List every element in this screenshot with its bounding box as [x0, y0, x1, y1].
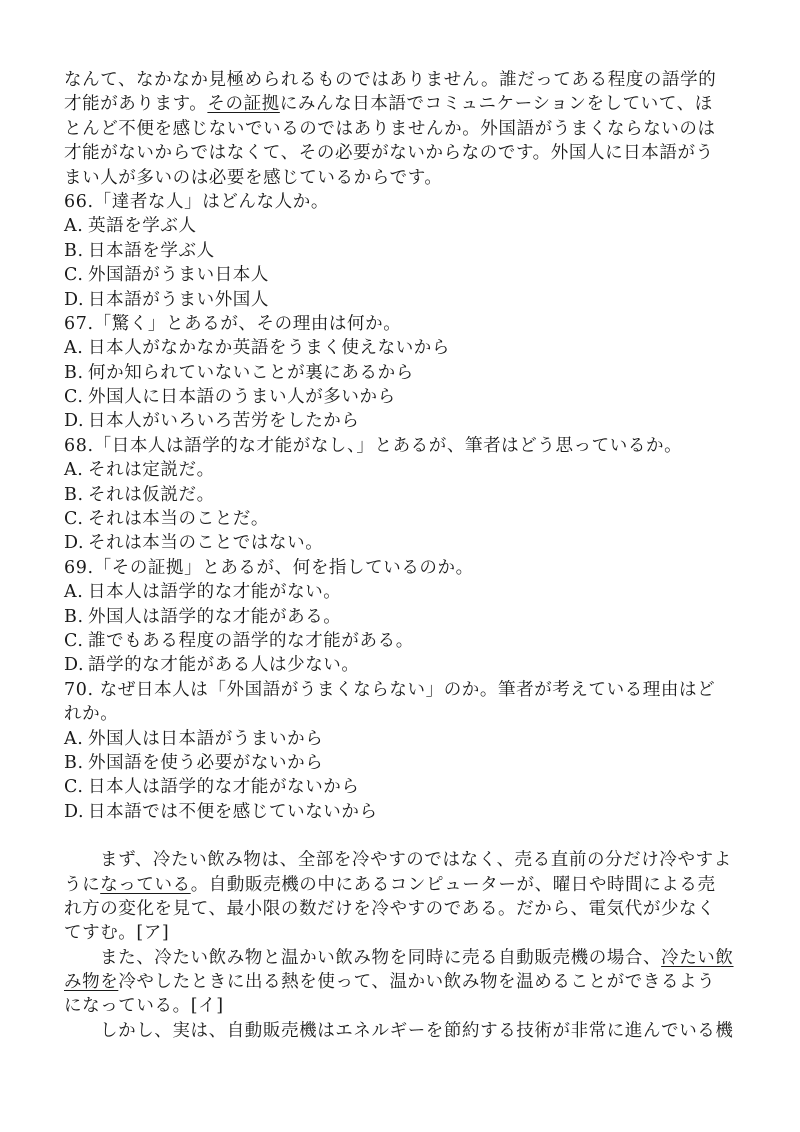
text-segment: しかし、実は、自動販売機はエネルギーを節約する技術が非常に進んでいる機	[100, 1020, 734, 1041]
option-letter: A.	[64, 338, 84, 359]
option-letter: B.	[64, 362, 84, 383]
question-block	[64, 434, 740, 556]
answer-option[interactable]	[64, 214, 740, 238]
answer-option[interactable]	[64, 775, 740, 799]
passage-line	[64, 848, 740, 872]
answer-option[interactable]	[64, 580, 740, 604]
answer-option[interactable]	[64, 409, 740, 433]
answer-option[interactable]	[64, 507, 740, 531]
paragraph	[64, 946, 740, 1019]
text-segment: まい人が多いのは必要を感じているからです。	[64, 167, 443, 188]
underlined-phrase: み物を	[64, 972, 119, 993]
option-letter: D.	[64, 801, 85, 822]
question-stem: 66.「達者な人」はどんな人か。	[64, 191, 329, 212]
text-segment: 才能があります。	[64, 94, 208, 115]
text-segment: 冷やしたときに出る熱を使って、温かい飲み物を温めることができるよう	[118, 972, 716, 993]
answer-option[interactable]	[64, 385, 740, 409]
passage-line	[64, 946, 740, 970]
question-block	[64, 190, 740, 312]
option-text: 英語を学ぶ人	[88, 216, 197, 237]
passage-line	[64, 970, 740, 994]
text-segment: なんて、なかなか見極められるものではありません。誰だってある程度の語学的	[64, 70, 717, 90]
underlined-phrase: 冷たい飲	[661, 947, 734, 968]
option-text: 日本語では不便を感じていないから	[88, 801, 378, 822]
option-text: 外国人は語学的な才能がある。	[88, 606, 342, 627]
text-segment: てすむ。[ア]	[64, 923, 170, 944]
option-letter: B.	[64, 752, 84, 773]
passage-line	[64, 1019, 740, 1043]
option-text: 語学的な才能がある人は少ない。	[88, 655, 360, 676]
text-segment: れ方の変化を見て、最小限の数だけを冷やすのである。だから、電気代が少なく	[64, 898, 716, 919]
answer-option[interactable]	[64, 629, 740, 653]
reading-passage-2	[64, 848, 740, 1043]
option-letter: D.	[64, 289, 85, 310]
option-text: 外国語がうまい日本人	[88, 265, 269, 286]
option-letter: A.	[64, 216, 84, 237]
text-segment: になっている。[イ]	[64, 996, 224, 1017]
answer-option[interactable]	[64, 483, 740, 507]
answer-option[interactable]	[64, 751, 740, 775]
option-letter: D.	[64, 411, 85, 432]
answer-option[interactable]	[64, 531, 740, 555]
text-segment: とんど不便を感じないでいるのではありませんか。外国語がうまくならないのは	[64, 118, 716, 139]
passage-line	[64, 117, 740, 141]
option-letter: C.	[64, 509, 84, 530]
option-text: 日本人がなかなか英語をうまく使えないから	[88, 338, 450, 359]
question-stem: 69.「その証拠」とあるが、何を指しているのか。	[64, 557, 474, 578]
question-list	[64, 190, 740, 824]
passage-line	[64, 897, 740, 921]
option-letter: D.	[64, 655, 85, 676]
option-letter: C.	[64, 265, 84, 286]
question-stem: れか。	[64, 704, 119, 725]
text-segment: うに	[64, 874, 101, 895]
option-text: 外国人に日本語のうまい人が多いから	[88, 387, 396, 408]
option-text: 日本語がうまい外国人	[88, 289, 269, 310]
answer-option[interactable]	[64, 458, 740, 482]
text-segment: また、冷たい飲み物と温かい飲み物を同時に売る自動販売機の場合、	[100, 947, 662, 968]
answer-option[interactable]	[64, 361, 740, 385]
option-text: それは本当のことではない。	[88, 533, 324, 554]
option-text: 外国語を使う必要がないから	[88, 752, 324, 773]
option-letter: D.	[64, 533, 85, 554]
option-letter: A.	[64, 728, 84, 749]
passage-line	[64, 92, 740, 116]
passage-line	[64, 68, 740, 92]
underlined-phrase: なっている	[100, 874, 191, 895]
text-segment: まず、冷たい飲み物は、全部を冷やすのではなく、売る直前の分だけ冷やすよ	[100, 850, 732, 871]
text-segment: 。自動販売機の中にあるコンピューターが、曜日や時間による売	[190, 874, 716, 895]
option-letter: A.	[64, 460, 84, 481]
option-letter: C.	[64, 777, 84, 798]
question-stem: 70. なぜ日本人は「外国語がうまくならない」のか。筆者が考えている理由はど	[64, 679, 716, 700]
text-segment: 才能がないからではなくて、その必要がないからなのです。外国人に日本語がう	[64, 143, 714, 164]
option-letter: B.	[64, 484, 84, 505]
answer-option[interactable]	[64, 263, 740, 287]
option-text: 日本人がいろいろ苦労をしたから	[88, 411, 360, 432]
reading-passage-1	[64, 68, 740, 190]
answer-option[interactable]	[64, 288, 740, 312]
question-stem: 67.「驚く」とあるが、その理由は何か。	[64, 313, 402, 334]
option-letter: B.	[64, 240, 84, 261]
option-letter: B.	[64, 606, 84, 627]
passage-line	[64, 873, 740, 897]
answer-option[interactable]	[64, 800, 740, 824]
question-block	[64, 556, 740, 678]
paragraph	[64, 848, 740, 946]
option-text: それは仮説だ。	[88, 484, 215, 505]
answer-option[interactable]	[64, 336, 740, 360]
answer-option[interactable]	[64, 653, 740, 677]
underlined-phrase: その証拠	[207, 94, 280, 115]
option-text: 何か知られていないことが裏にあるから	[88, 362, 414, 383]
option-text: 外国人は日本語がうまいから	[88, 728, 324, 749]
option-text: 日本人は語学的な才能がないから	[88, 777, 360, 798]
option-letter: C.	[64, 630, 84, 651]
paragraph	[64, 1019, 740, 1043]
question-stem: 68.「日本人は語学的な才能がなし、」とあるが、筆者はどう思っているか。	[64, 435, 683, 456]
option-text: 日本人は語学的な才能がない。	[88, 582, 342, 603]
answer-option[interactable]	[64, 727, 740, 751]
passage-line	[64, 921, 740, 945]
option-text: それは定説だ。	[88, 460, 215, 481]
passage-line	[64, 141, 740, 165]
question-block	[64, 312, 740, 434]
option-text: それは本当のことだ。	[88, 509, 269, 530]
passage-line	[64, 994, 740, 1018]
option-letter: C.	[64, 387, 84, 408]
question-block	[64, 678, 740, 824]
passage-line	[64, 166, 740, 190]
answer-option[interactable]	[64, 605, 740, 629]
option-letter: A.	[64, 582, 84, 603]
option-text: 誰でもある程度の語学的な才能がある。	[88, 630, 414, 651]
answer-option[interactable]	[64, 239, 740, 263]
text-segment: にみんな日本語でコミュニケーションをしていて、ほ	[279, 94, 713, 115]
option-text: 日本語を学ぶ人	[88, 240, 215, 261]
